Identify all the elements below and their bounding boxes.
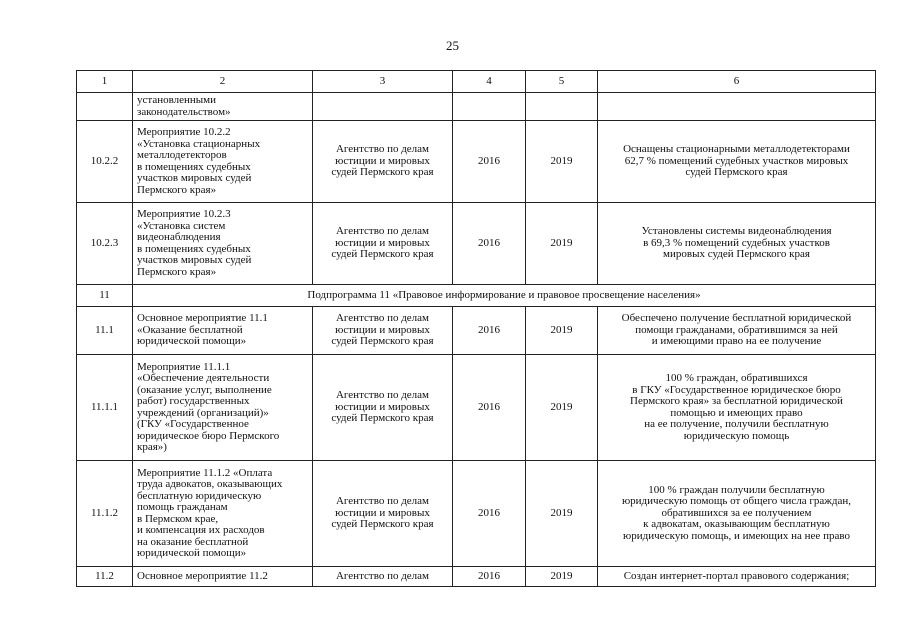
executor-cell: Агентство по делам юстиции и мировых судей Пермского края bbox=[313, 121, 453, 203]
event-name-cell: Мероприятие 11.1.2 «Оплата труда адвокатов, оказывающих бесплатную юридическую помощь гражданам в Пермском крае, и компенсация их расходов на оказание бесплатной юридической помощи» bbox=[133, 461, 313, 567]
header-cell: 5 bbox=[526, 71, 598, 93]
executor-cell: Агентство по делам юстиции и мировых судей Пермского края bbox=[313, 307, 453, 355]
end-year-cell: 2019 bbox=[526, 121, 598, 203]
row-number-cell bbox=[77, 93, 133, 121]
executor-cell: Агентство по делам юстиции и мировых судей Пермского края bbox=[313, 355, 453, 461]
row-number-cell: 10.2.3 bbox=[77, 203, 133, 285]
executor-cell bbox=[313, 93, 453, 121]
result-cell bbox=[598, 93, 876, 121]
start-year-cell: 2016 bbox=[453, 355, 526, 461]
row-number-cell: 10.2.2 bbox=[77, 121, 133, 203]
end-year-cell bbox=[526, 93, 598, 121]
result-cell: Оснащены стационарными металлодетекторами 62,7 % помещений судебных участков мировых судей Пермского края bbox=[598, 121, 876, 203]
start-year-cell: 2016 bbox=[453, 461, 526, 567]
end-year-cell: 2019 bbox=[526, 355, 598, 461]
header-cell: 4 bbox=[453, 71, 526, 93]
result-cell: 100 % граждан получили бесплатную юридическую помощь от общего числа граждан, обратившихся за ее получением к адвокатам, оказывающим бесплатную юридическую помощь, и имеющих на нее право bbox=[598, 461, 876, 567]
table-header-row bbox=[77, 71, 876, 93]
event-name-cell: Мероприятие 10.2.2 «Установка стационарных металлодетекторов в помещениях судебных участков мировых судей Пермского края» bbox=[133, 121, 313, 203]
row-number-cell: 11 bbox=[77, 285, 133, 307]
header-cell: 3 bbox=[313, 71, 453, 93]
result-cell: Создан интернет-портал правового содержания; bbox=[598, 567, 876, 587]
event-name-cell: Основное мероприятие 11.2 bbox=[133, 567, 313, 587]
start-year-cell: 2016 bbox=[453, 203, 526, 285]
event-name-cell: Основное мероприятие 11.1 «Оказание бесплатной юридической помощи» bbox=[133, 307, 313, 355]
row-number-cell: 11.1.1 bbox=[77, 355, 133, 461]
executor-cell: Агентство по делам bbox=[313, 567, 453, 587]
subprogram-row bbox=[77, 285, 876, 307]
subprogram-title: Подпрограмма 11 «Правовое информирование и правовое просвещение населения» bbox=[133, 285, 876, 307]
start-year-cell: 2016 bbox=[453, 121, 526, 203]
header-cell: 6 bbox=[598, 71, 876, 93]
event-name-cell: Мероприятие 10.2.3 «Установка систем видеонаблюдения в помещениях судебных участков мировых судей Пермского края» bbox=[133, 203, 313, 285]
program-table bbox=[76, 70, 876, 587]
start-year-cell: 2016 bbox=[453, 307, 526, 355]
page-number: 25 bbox=[446, 38, 459, 53]
table-row bbox=[77, 461, 876, 567]
header-cell: 1 bbox=[77, 71, 133, 93]
start-year-cell: 2016 bbox=[453, 567, 526, 587]
table-row bbox=[77, 121, 876, 203]
start-year-cell bbox=[453, 93, 526, 121]
result-cell: 100 % граждан, обратившихся в ГКУ «Государственное юридическое бюро Пермского края» за бесплатной юридической помощью и имеющих право на ее получение, получили бесплатную юридическую помощь bbox=[598, 355, 876, 461]
event-name-cell: установленными законодательством» bbox=[133, 93, 313, 121]
row-number-cell: 11.1 bbox=[77, 307, 133, 355]
table-row bbox=[77, 307, 876, 355]
table-row bbox=[77, 567, 876, 587]
end-year-cell: 2019 bbox=[526, 307, 598, 355]
end-year-cell: 2019 bbox=[526, 461, 598, 567]
row-number-cell: 11.2 bbox=[77, 567, 133, 587]
executor-cell: Агентство по делам юстиции и мировых судей Пермского края bbox=[313, 461, 453, 567]
executor-cell: Агентство по делам юстиции и мировых судей Пермского края bbox=[313, 203, 453, 285]
event-name-cell: Мероприятие 11.1.1 «Обеспечение деятельности (оказание услуг, выполнение работ) государственных учреждений (организаций)» (ГКУ «Государственное юридическое бюро Пермского края») bbox=[133, 355, 313, 461]
result-cell: Установлены системы видеонаблюдения в 69,3 % помещений судебных участков мировых судей Пермского края bbox=[598, 203, 876, 285]
table-row bbox=[77, 93, 876, 121]
row-number-cell: 11.1.2 bbox=[77, 461, 133, 567]
end-year-cell: 2019 bbox=[526, 567, 598, 587]
table-row bbox=[77, 203, 876, 285]
end-year-cell: 2019 bbox=[526, 203, 598, 285]
result-cell: Обеспечено получение бесплатной юридической помощи гражданами, обратившимся за ней и имеющими право на ее получение bbox=[598, 307, 876, 355]
table-row bbox=[77, 355, 876, 461]
header-cell: 2 bbox=[133, 71, 313, 93]
